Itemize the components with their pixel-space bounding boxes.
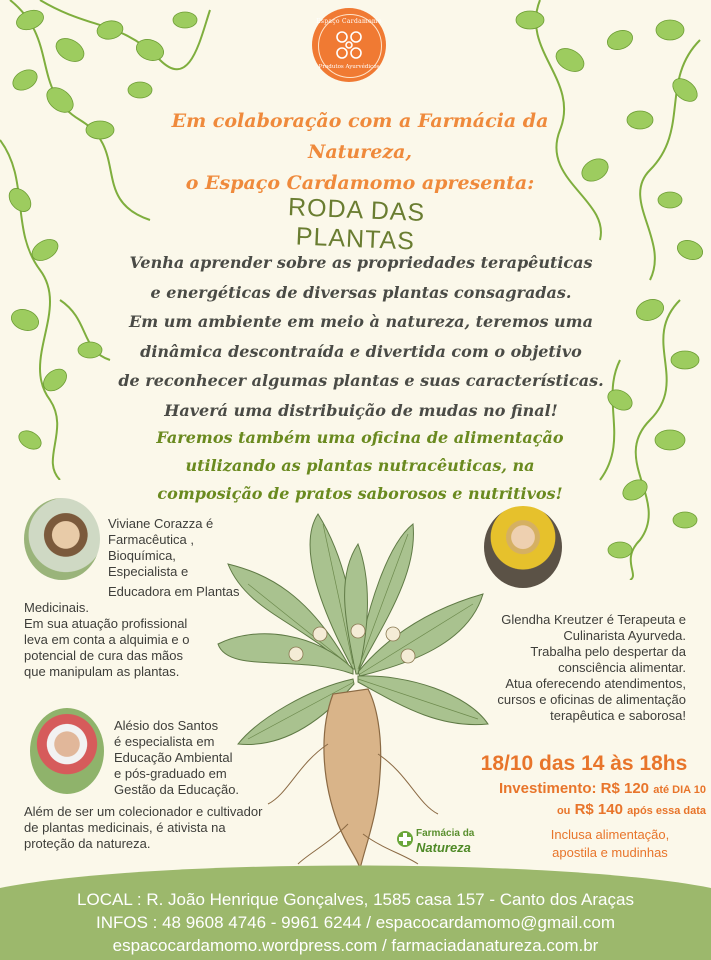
- workshop-text: [150, 424, 570, 508]
- speaker-bio-alesio-bottom: [24, 804, 324, 852]
- description-line: de reconhecer algumas plantas e suas características.: [118, 371, 604, 390]
- description-line: dinâmica descontraída e divertida com o objetivo: [140, 341, 582, 361]
- bio-line: Educação Ambiental: [114, 750, 233, 765]
- bio-line: Alésio dos Santos: [114, 718, 219, 733]
- bio-line: Trabalha pelo despertar da: [530, 644, 686, 659]
- speaker-photo-glendha: [484, 506, 562, 588]
- investment-line-1: [406, 780, 706, 797]
- bio-line: Farmacêutica ,: [108, 532, 194, 547]
- bio-line: potencial de cura das mãos: [24, 648, 183, 663]
- footer-info: [0, 888, 711, 957]
- farmacia-natureza-logo: [396, 826, 492, 858]
- leaf-cross-icon: [396, 830, 414, 848]
- included-line: Inclusa alimentação,: [550, 827, 670, 842]
- bio-line: Medicinais.: [24, 600, 90, 615]
- footer-infos: INFOS : 48 9608 4746 - 9961 6244 / espacocardamomo@gmail.com: [95, 913, 616, 932]
- partner-line-2: Natureza: [416, 840, 471, 855]
- bio-line: Bioquímica,: [108, 548, 176, 563]
- workshop-line: utilizando as plantas nutracêuticas, na: [185, 456, 535, 475]
- speaker-photo-alesio: [30, 708, 104, 794]
- bio-line: Educadora em Plantas: [108, 584, 240, 599]
- bio-line: que manipulam as plantas.: [24, 664, 180, 679]
- bio-line: e pós-graduado em: [114, 766, 227, 781]
- bio-line: Em sua atuação profissional: [24, 616, 188, 631]
- description-line: Venha aprender sobre as propriedades terapêuticas: [129, 253, 593, 272]
- bio-line: consciência alimentar.: [558, 660, 686, 675]
- investment-label: Investimento:: [498, 780, 597, 797]
- footer-local: LOCAL : R. João Henrique Gonçalves, 1585 casa 157 - Canto dos Araças: [77, 890, 634, 909]
- investment-info: [406, 780, 706, 818]
- intro-line: Em colaboração com a Farmácia da Natureza,: [171, 110, 549, 163]
- workshop-line: Faremos também uma oficina de alimentação: [156, 428, 564, 447]
- bio-line: Viviane Corazza é: [108, 516, 214, 531]
- logo-name: Espaço Cardamomo: [316, 18, 382, 25]
- bio-line: Especialista e: [108, 564, 189, 579]
- description-line: Haverá uma distribuição de mudas no final!: [164, 400, 558, 420]
- speaker-bio-alesio-top: [114, 718, 264, 798]
- price-1-note: até DIA 10: [653, 784, 706, 796]
- included-line: apostila e mudinhas: [552, 845, 668, 860]
- bio-line: de plantas medicinais, é ativista na: [24, 820, 226, 835]
- logo-tagline: Produtos Ayurvédicos: [318, 64, 380, 70]
- event-title: RODA DAS PLANTAS: [287, 193, 426, 256]
- price-2-note: após essa data: [627, 805, 706, 817]
- event-description: [118, 248, 604, 425]
- description-line: e energéticas de diversas plantas consagradas.: [150, 282, 572, 302]
- espaco-cardamomo-logo: [312, 8, 386, 82]
- event-date: 18/10 das 14 às 18hs: [480, 752, 688, 775]
- investment-line-2: [406, 801, 706, 818]
- partner-line-1: Farmácia da: [416, 828, 475, 839]
- bio-line: leva em conta a alquimia e o: [24, 632, 190, 647]
- bio-line: Além de ser um colecionador e cultivador: [24, 804, 263, 819]
- speaker-bio-glendha: [440, 612, 686, 724]
- workshop-line: composição de pratos saborosos e nutritivos!: [157, 484, 563, 503]
- price-2: R$ 140: [574, 801, 623, 818]
- speaker-bio-viviane-bottom: [24, 584, 244, 680]
- or-label: ou: [556, 805, 571, 817]
- intro-text: [120, 106, 600, 199]
- bio-line: é especialista em: [114, 734, 215, 749]
- bio-line: Culinarista Ayurveda.: [563, 628, 686, 643]
- spiral-icon: [334, 29, 364, 61]
- bio-line: Atua oferecendo atendimentos,: [505, 676, 686, 691]
- bio-line: Glendha Kreutzer é Terapeuta e: [501, 612, 686, 627]
- speaker-photo-viviane: [24, 498, 100, 580]
- description-line: Em um ambiente em meio à natureza, teremos uma: [129, 312, 593, 331]
- included-items: [520, 826, 700, 862]
- footer-sites: espacocardamomo.wordpress.com / farmaciadanatureza.com.br: [112, 936, 599, 955]
- speaker-bio-viviane-top: [108, 516, 228, 580]
- bio-line: terapêutica e saborosa!: [550, 708, 686, 723]
- bio-line: proteção da natureza.: [24, 836, 151, 851]
- price-1: R$ 120: [600, 780, 650, 797]
- bio-line: Gestão da Educação.: [114, 782, 240, 797]
- bio-line: cursos e oficinas de alimentação: [497, 692, 686, 707]
- intro-line: o Espaço Cardamomo apresenta:: [185, 172, 535, 194]
